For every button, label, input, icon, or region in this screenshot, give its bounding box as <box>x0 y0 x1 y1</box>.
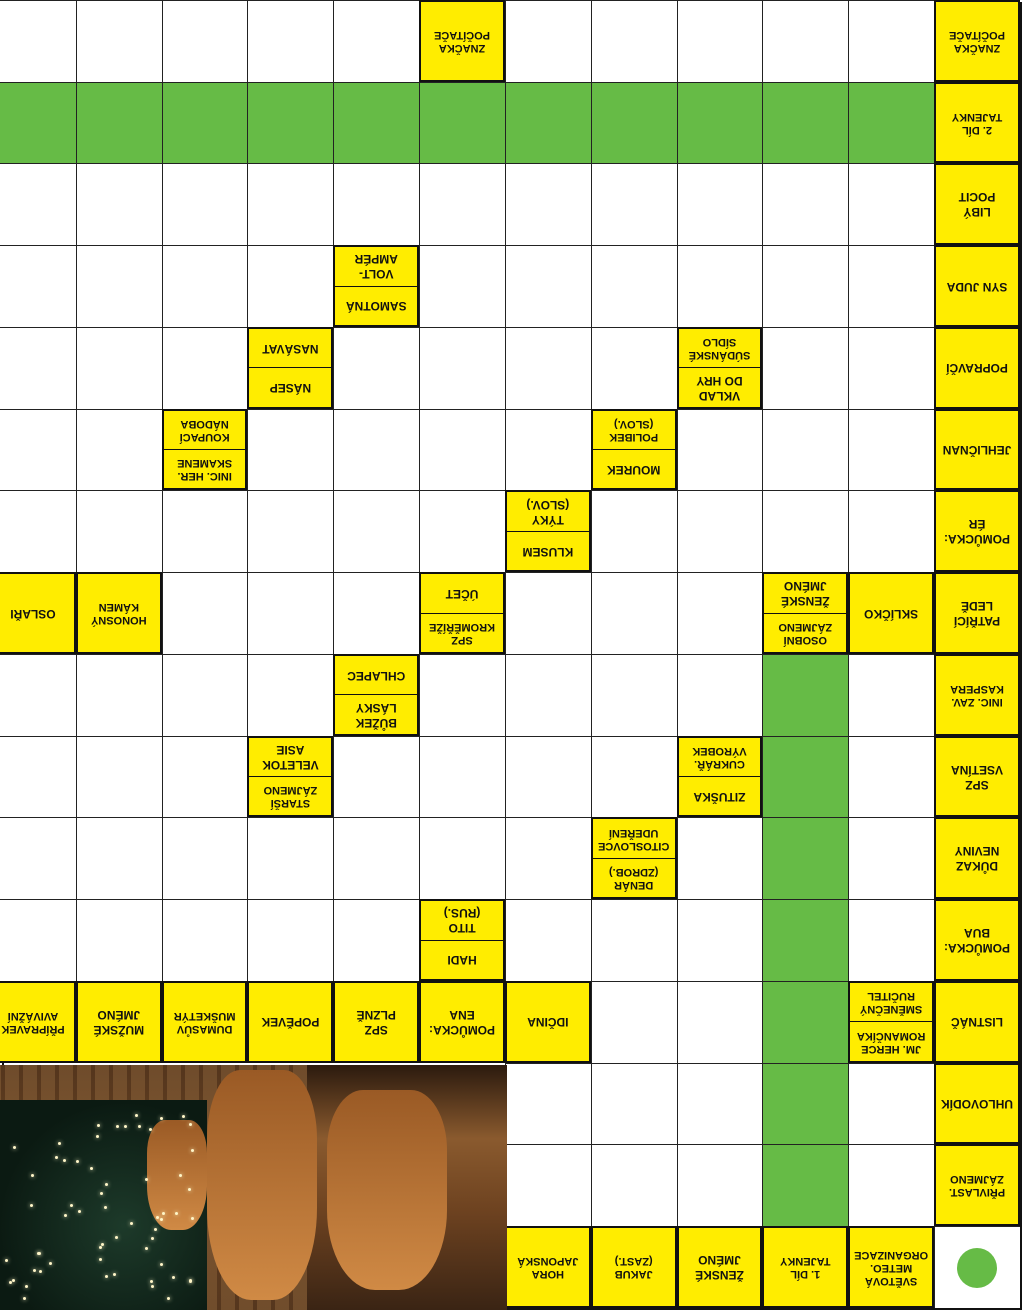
answer-cell[interactable] <box>419 327 505 409</box>
clue-text: LISTNÁČ <box>951 1015 1003 1030</box>
clue-text: POMŮCKA: BUA <box>944 926 1010 956</box>
clue-text: UHLOVODÍK <box>941 1097 1013 1112</box>
clue-cell <box>76 981 162 1063</box>
answer-cell[interactable] <box>848 164 934 246</box>
answer-cell[interactable] <box>0 409 76 491</box>
answer-cell[interactable] <box>848 1063 934 1145</box>
answer-cell[interactable] <box>762 245 848 327</box>
answer-cell[interactable] <box>677 491 763 573</box>
answer-cell[interactable] <box>677 1145 763 1227</box>
clue-cell <box>419 981 505 1063</box>
clue-cell <box>934 0 1020 82</box>
answer-cell[interactable] <box>419 736 505 818</box>
answer-cell[interactable] <box>419 164 505 246</box>
answer-cell[interactable] <box>677 654 763 736</box>
answer-cell[interactable] <box>848 899 934 981</box>
clue-cell <box>934 981 1020 1063</box>
secret-cell[interactable] <box>762 981 848 1063</box>
clue-cell <box>0 981 76 1063</box>
clue-text: DUMASŮV MUŠKETÝR <box>173 1009 236 1035</box>
answer-cell[interactable] <box>248 654 334 736</box>
clue-text: ZNAČKA POČÍTAČE <box>434 28 491 54</box>
answer-cell[interactable] <box>419 409 505 491</box>
answer-cell[interactable] <box>0 818 76 900</box>
clue-cell <box>419 0 505 82</box>
secret-cell[interactable] <box>762 1145 848 1227</box>
clue-cell <box>848 1226 934 1308</box>
clue-text: SVĚTOVÁ METEO. ORGANIZACE <box>854 1248 929 1287</box>
answer-cell[interactable] <box>591 491 677 573</box>
clue-text: JEHLIČNAN <box>942 443 1012 458</box>
answer-cell[interactable] <box>76 245 162 327</box>
clue-text: PŘIVLAST. ZÁJMENO <box>948 1173 1006 1199</box>
clue-cell <box>505 1226 591 1308</box>
clue-text: TÝKY (SLOV.) <box>507 493 589 532</box>
clue-cell <box>677 327 763 409</box>
clue-cell <box>419 899 505 981</box>
answer-cell[interactable] <box>505 0 591 82</box>
answer-cell[interactable] <box>505 899 591 981</box>
answer-cell[interactable] <box>591 736 677 818</box>
clue-text: INIC. HER. SKAMENE <box>177 457 233 483</box>
clue-text: SMĚNEČNÝ RUČITEL <box>850 983 932 1022</box>
clue-cell <box>934 409 1020 491</box>
clue-cell <box>248 736 334 818</box>
secret-cell[interactable] <box>76 82 162 164</box>
answer-cell[interactable] <box>76 491 162 573</box>
clue-text: BŮŽEK LÁSKY <box>355 700 397 730</box>
secret-cell[interactable] <box>762 654 848 736</box>
answer-cell[interactable] <box>162 0 248 82</box>
clue-text: PŘÍPRAVEK AVIVÁŽNÍ <box>1 1009 65 1035</box>
clue-cell <box>76 572 162 654</box>
answer-cell[interactable] <box>677 1063 763 1145</box>
clue-text: POPRAVČÍ <box>946 361 1008 376</box>
clue-text: POMŮCKA: ENA <box>429 1007 496 1037</box>
answer-cell[interactable] <box>677 981 763 1063</box>
answer-cell[interactable] <box>76 736 162 818</box>
clue-text: 2. DÍL TAJENKY <box>951 110 1003 136</box>
answer-cell[interactable] <box>248 164 334 246</box>
answer-cell[interactable] <box>677 818 763 900</box>
secret-cell[interactable] <box>333 82 419 164</box>
clue-text: POPĚVEK <box>261 1015 320 1030</box>
answer-cell[interactable] <box>162 572 248 654</box>
answer-cell[interactable] <box>505 1145 591 1227</box>
answer-cell[interactable] <box>248 818 334 900</box>
clue-text: JAKUB (ZAST.) <box>614 1255 653 1281</box>
secret-cell[interactable] <box>419 82 505 164</box>
clue-cell <box>934 491 1020 573</box>
answer-cell[interactable] <box>76 899 162 981</box>
answer-cell[interactable] <box>162 164 248 246</box>
clue-text: STARŠÍ ZÁJMENO <box>263 784 318 810</box>
clue-text: ÚČET <box>421 574 503 613</box>
answer-cell[interactable] <box>505 572 591 654</box>
clue-cell <box>934 572 1020 654</box>
answer-cell[interactable] <box>162 327 248 409</box>
answer-cell[interactable] <box>76 654 162 736</box>
answer-cell[interactable] <box>0 0 76 82</box>
answer-cell[interactable] <box>0 899 76 981</box>
answer-cell[interactable] <box>76 409 162 491</box>
clue-text: HONOSNÝ KÁMEN <box>90 601 147 627</box>
clue-text: TITO (RUS.) <box>421 901 503 940</box>
answer-cell[interactable] <box>677 899 763 981</box>
clue-text: KLUSEM <box>522 544 574 559</box>
answer-cell[interactable] <box>333 164 419 246</box>
answer-cell[interactable] <box>333 899 419 981</box>
clue-text: CITOSLOVCE UDEŘENÍ <box>593 820 675 859</box>
answer-cell[interactable] <box>762 0 848 82</box>
clue-text: SAMOTNÁ <box>345 299 407 314</box>
clue-text: SÚDÁNSKÉ SÍDLO <box>679 329 761 368</box>
answer-cell[interactable] <box>591 0 677 82</box>
answer-cell[interactable] <box>333 327 419 409</box>
clue-text: OSOBNÍ ZÁJMENO <box>778 620 833 646</box>
clue-text: OSLAŘI <box>10 606 56 621</box>
clue-cell <box>677 1226 763 1308</box>
secret-cell[interactable] <box>762 899 848 981</box>
secret-cell[interactable] <box>0 82 76 164</box>
clue-text: SPZ VSETÍNA <box>951 762 1004 792</box>
answer-cell[interactable] <box>0 736 76 818</box>
clue-cell <box>591 818 677 900</box>
clue-text: CHLAPEC <box>335 656 417 695</box>
answer-cell[interactable] <box>677 164 763 246</box>
clue-cell <box>762 1226 848 1308</box>
clue-cell <box>505 491 591 573</box>
clue-cell <box>591 409 677 491</box>
clue-text: SYN JUDA <box>946 279 1008 294</box>
answer-cell[interactable] <box>762 409 848 491</box>
clue-cell <box>248 327 334 409</box>
answer-cell[interactable] <box>591 899 677 981</box>
answer-cell[interactable] <box>248 245 334 327</box>
secret-cell[interactable] <box>677 82 763 164</box>
secret-cell[interactable] <box>162 82 248 164</box>
answer-cell[interactable] <box>248 409 334 491</box>
answer-cell[interactable] <box>848 1145 934 1227</box>
secret-cell[interactable] <box>248 82 334 164</box>
clue-cell <box>762 572 848 654</box>
clue-text: MOUREK <box>606 462 661 477</box>
clue-text: 1. DÍL TAJENKY <box>780 1255 831 1281</box>
clue-text: HADI <box>447 953 477 968</box>
answer-cell[interactable] <box>591 245 677 327</box>
clue-text: POLIBEK (SLOV.) <box>593 411 675 450</box>
answer-cell[interactable] <box>677 572 763 654</box>
answer-cell[interactable] <box>248 491 334 573</box>
answer-cell[interactable] <box>162 818 248 900</box>
clue-cell <box>934 1063 1020 1145</box>
answer-cell[interactable] <box>76 327 162 409</box>
secret-cell[interactable] <box>762 1063 848 1145</box>
answer-cell[interactable] <box>333 0 419 82</box>
answer-cell[interactable] <box>505 164 591 246</box>
answer-cell[interactable] <box>248 0 334 82</box>
clue-text: SPZ KROMĚŘÍŽE <box>429 620 496 646</box>
clue-cell <box>848 981 934 1063</box>
answer-cell[interactable] <box>677 245 763 327</box>
answer-cell[interactable] <box>848 327 934 409</box>
answer-cell[interactable] <box>0 164 76 246</box>
answer-cell[interactable] <box>162 736 248 818</box>
answer-cell[interactable] <box>419 818 505 900</box>
answer-cell[interactable] <box>0 491 76 573</box>
clue-cell <box>248 981 334 1063</box>
clue-text: ŽENSKÉ JMÉNO <box>695 1253 744 1283</box>
answer-cell[interactable] <box>505 818 591 900</box>
clue-text: SKLÍČKO <box>864 606 919 621</box>
answer-cell[interactable] <box>162 245 248 327</box>
answer-cell[interactable] <box>505 409 591 491</box>
secret-cell[interactable] <box>762 736 848 818</box>
answer-cell[interactable] <box>419 245 505 327</box>
clue-cell <box>162 409 248 491</box>
clue-cell <box>333 654 419 736</box>
clue-cell <box>677 736 763 818</box>
answer-cell[interactable] <box>848 0 934 82</box>
answer-cell[interactable] <box>333 572 419 654</box>
answer-cell[interactable] <box>591 1145 677 1227</box>
clue-text: INIC. ZAV. KASPERA <box>950 682 1004 708</box>
clue-cell <box>419 572 505 654</box>
clue-text: ŽENSKÉ JMÉNO <box>764 574 846 613</box>
clue-text: NÁSEP <box>269 381 312 396</box>
secret-cell[interactable] <box>762 818 848 900</box>
clue-cell <box>934 1145 1020 1227</box>
answer-cell[interactable] <box>762 164 848 246</box>
answer-cell[interactable] <box>848 409 934 491</box>
clue-text: POMŮCKA: ÉR <box>944 517 1010 547</box>
answer-cell[interactable] <box>505 736 591 818</box>
clue-text: DENÁR (ZDROB.) <box>608 866 659 892</box>
answer-cell[interactable] <box>505 245 591 327</box>
answer-cell[interactable] <box>591 164 677 246</box>
answer-cell[interactable] <box>333 409 419 491</box>
answer-cell[interactable] <box>333 736 419 818</box>
clue-text: LIBÝ POCIT <box>958 190 996 220</box>
clue-text: ZITUŠKA <box>693 789 746 804</box>
nativity-photo <box>0 1065 507 1310</box>
answer-cell[interactable] <box>591 654 677 736</box>
clue-text: KOUPACÍ NÁDOBA <box>164 411 246 450</box>
answer-cell[interactable] <box>248 572 334 654</box>
clue-cell <box>934 899 1020 981</box>
answer-cell[interactable] <box>162 491 248 573</box>
clue-text: HORA JAPONSKÁ <box>517 1255 579 1281</box>
answer-cell[interactable] <box>162 654 248 736</box>
secret-cell[interactable] <box>848 82 934 164</box>
answer-cell[interactable] <box>677 0 763 82</box>
clue-text: VELETOK ASIE <box>250 738 332 777</box>
clue-text: SPZ PLZNĚ <box>356 1007 396 1037</box>
secret-cell[interactable] <box>505 82 591 164</box>
answer-cell[interactable] <box>419 654 505 736</box>
clue-cell <box>0 572 76 654</box>
clue-cell <box>934 82 1020 164</box>
clue-text: VOLT- AMPÉR <box>335 247 417 286</box>
clue-text: IDČINA <box>527 1015 569 1030</box>
clue-text: CUKRÁŘ. VÝROBEK <box>679 738 761 777</box>
clue-text: NASÁVAT <box>250 329 332 368</box>
answer-cell[interactable] <box>677 409 763 491</box>
answer-cell[interactable] <box>76 164 162 246</box>
clue-text: MUŽSKÉ JMÉNO <box>93 1007 145 1037</box>
clue-cell <box>505 981 591 1063</box>
clue-cell <box>934 245 1020 327</box>
answer-cell[interactable] <box>848 491 934 573</box>
answer-cell[interactable] <box>0 654 76 736</box>
answer-cell[interactable] <box>505 1063 591 1145</box>
clue-cell <box>591 1226 677 1308</box>
answer-cell[interactable] <box>848 654 934 736</box>
answer-cell[interactable] <box>591 1063 677 1145</box>
answer-cell[interactable] <box>333 491 419 573</box>
clue-cell <box>333 245 419 327</box>
clue-cell <box>934 327 1020 409</box>
answer-cell[interactable] <box>162 899 248 981</box>
clue-cell <box>934 164 1020 246</box>
answer-cell[interactable] <box>591 572 677 654</box>
answer-cell[interactable] <box>762 327 848 409</box>
answer-cell[interactable] <box>848 818 934 900</box>
clue-text: DŮKAZ NEVINY <box>954 844 1000 874</box>
legend-dot-icon <box>958 1248 998 1288</box>
answer-cell[interactable] <box>591 327 677 409</box>
answer-cell[interactable] <box>762 491 848 573</box>
clue-cell <box>333 981 419 1063</box>
clue-cell <box>934 654 1020 736</box>
clue-text: VKLAD DO HRY <box>696 373 743 403</box>
clue-text: JM. HERCE ROMANČÍKA <box>856 1029 926 1055</box>
answer-cell[interactable] <box>419 491 505 573</box>
answer-cell[interactable] <box>76 818 162 900</box>
clue-cell <box>934 818 1020 900</box>
answer-cell[interactable] <box>848 736 934 818</box>
legend-dot-cell <box>934 1226 1020 1308</box>
answer-cell[interactable] <box>848 245 934 327</box>
clue-cell <box>934 736 1020 818</box>
answer-cell[interactable] <box>591 981 677 1063</box>
answer-cell[interactable] <box>505 654 591 736</box>
secret-cell[interactable] <box>762 82 848 164</box>
clue-text: PATŘÍCÍ LEDĚ <box>953 599 1001 629</box>
answer-cell[interactable] <box>248 899 334 981</box>
clue-text: ZNAČKA POČÍTAČE <box>948 28 1006 54</box>
secret-cell[interactable] <box>591 82 677 164</box>
answer-cell[interactable] <box>0 245 76 327</box>
answer-cell[interactable] <box>333 818 419 900</box>
answer-cell[interactable] <box>76 0 162 82</box>
answer-cell[interactable] <box>0 327 76 409</box>
answer-cell[interactable] <box>505 327 591 409</box>
clue-cell <box>848 572 934 654</box>
clue-cell <box>162 981 248 1063</box>
